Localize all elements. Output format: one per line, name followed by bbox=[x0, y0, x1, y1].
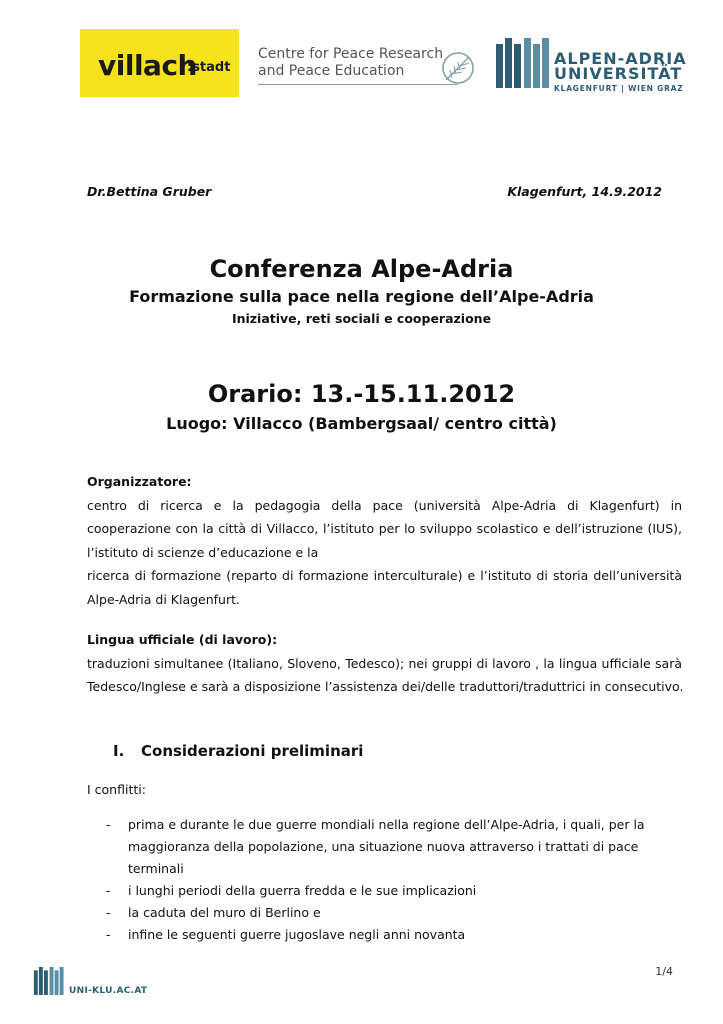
section-heading bbox=[113, 742, 363, 760]
aau-logo-name bbox=[554, 51, 687, 81]
bullet-marker: - bbox=[106, 905, 111, 920]
list-item-text: i lunghi periodi della guerra fredda e le sue implicazioni bbox=[128, 883, 477, 898]
organizer-line: Alpe-Adria di Klagenfurt. bbox=[87, 591, 240, 607]
list-item-text: la caduta del muro di Berlino e bbox=[128, 905, 321, 920]
bullet-marker: - bbox=[106, 927, 111, 942]
venue-heading: Luogo: Villacco (Bambergsaal/ centro città) bbox=[166, 414, 557, 433]
bullet-marker: - bbox=[106, 817, 111, 832]
villach-logo-suffix: :stadt bbox=[187, 60, 231, 75]
aau-logo-line1: ALPEN-ADRIA bbox=[554, 49, 687, 68]
list-item bbox=[106, 880, 666, 902]
language-line: Tedesco/Inglese e sarà a disposizione l’assistenza dei/delle traduttori/traduttrici in consecutivo. bbox=[87, 679, 684, 694]
place-date: Klagenfurt, 14.9.2012 bbox=[507, 184, 662, 199]
footer-site: UNI-KLU.AC.AT bbox=[69, 986, 148, 996]
conflicts-list bbox=[106, 814, 666, 946]
list-item bbox=[106, 902, 666, 924]
list-item-text: prima e durante le due guerre mondiali nella regione dell’Alpe-Adria, i quali, per la maggioranza della popolazione, una situazione nuova attraverso i trattati di pace terminali bbox=[128, 817, 645, 876]
document-subtitle: Formazione sulla pace nella regione dell’Alpe-Adria bbox=[129, 287, 594, 306]
bullet-marker: - bbox=[106, 883, 111, 898]
organizer-heading: Organizzatore: bbox=[87, 474, 192, 489]
list-item bbox=[106, 924, 666, 946]
document-subsubtitle: Iniziative, reti sociali e cooperazione bbox=[231, 311, 492, 326]
author: Dr.Bettina Gruber bbox=[87, 184, 212, 199]
villach-logo bbox=[80, 29, 239, 97]
aau-mark-icon bbox=[496, 38, 550, 88]
organizer-line: cooperazione con la città di Villacco, l’istituto per lo sviluppo scolastico e dell’istruzione (IUS), bbox=[87, 521, 682, 536]
list-item-text: infine le seguenti guerre jugoslave negli anni novanta bbox=[128, 927, 466, 942]
language-heading: Lingua ufficiale (di lavoro): bbox=[87, 632, 278, 647]
section-number: I. bbox=[113, 742, 125, 760]
conflicts-intro: I conflitti: bbox=[87, 782, 146, 797]
organizer-block bbox=[87, 470, 682, 611]
aau-logo-subtitle: KLAGENFURT | WIEN GRAZ bbox=[554, 84, 684, 93]
page-number: 1/4 bbox=[655, 965, 673, 978]
language-line: traduzioni simultanee (Italiano, Sloveno, Tedesco); nei gruppi di lavoro , la lingua ufficiale sarà bbox=[87, 655, 682, 671]
aau-logo-line2: UNIVERSITÄT bbox=[554, 64, 683, 83]
villach-logo-word: villach bbox=[98, 49, 197, 82]
list-item bbox=[106, 814, 666, 880]
language-block bbox=[87, 628, 682, 699]
peace-research-logo-line2: and Peace Education bbox=[258, 63, 405, 79]
peace-feather-icon bbox=[438, 50, 480, 86]
peace-research-logo-rule bbox=[258, 84, 458, 85]
organizer-line: centro di ricerca e la pedagogia della pace (università Alpe-Adria di Klagenfurt) in bbox=[87, 497, 682, 513]
section-title: Considerazioni preliminari bbox=[141, 742, 364, 760]
footer-logo bbox=[33, 967, 153, 999]
organizer-line: l’istituto di scienze d’educazione e la bbox=[87, 544, 319, 560]
document-title: Conferenza Alpe-Adria bbox=[209, 255, 514, 283]
organizer-line: ricerca di formazione (reparto di formazione interculturale) e l’istituto di storia dell’università bbox=[87, 568, 682, 583]
peace-research-logo-line1: Centre for Peace Research bbox=[258, 46, 444, 62]
footer-aau-mark-icon bbox=[33, 967, 65, 995]
aau-logo bbox=[496, 38, 687, 98]
peace-research-logo bbox=[258, 46, 483, 92]
schedule-heading: Orario: 13.-15.11.2012 bbox=[207, 380, 516, 408]
